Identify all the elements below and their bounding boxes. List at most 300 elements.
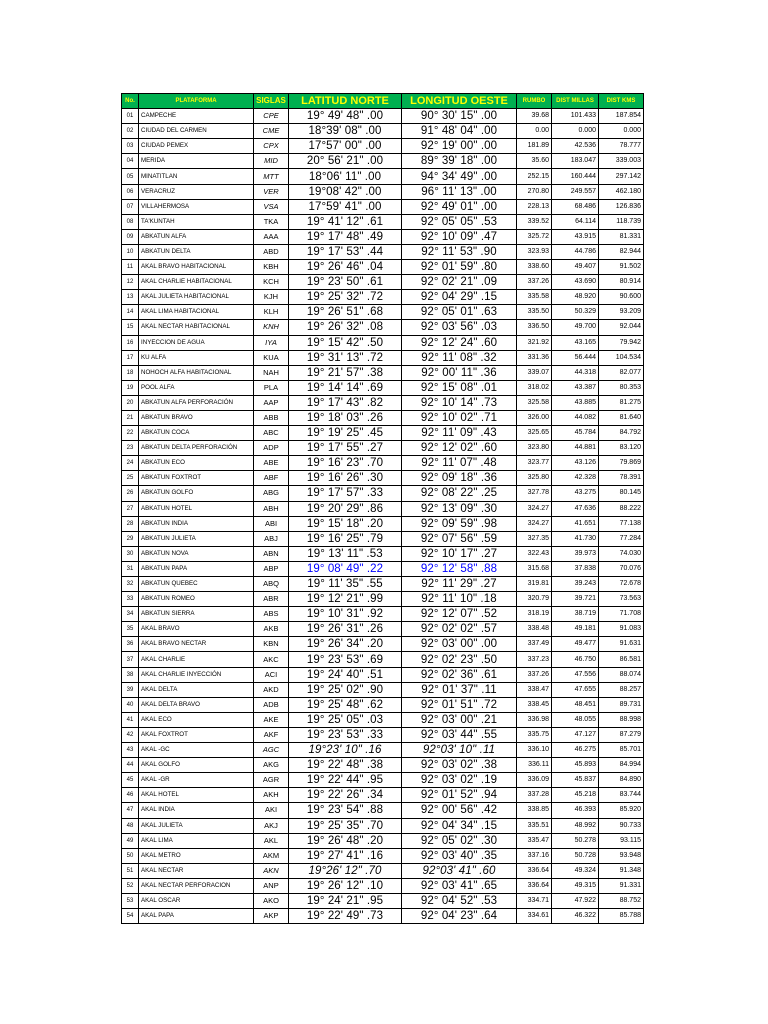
table-row xyxy=(122,712,644,727)
table-row xyxy=(122,878,644,893)
distance-miles: 64.114 xyxy=(552,214,599,229)
platform-name: AKAL -GR xyxy=(139,773,254,788)
latitude: 19° 16' 23" .70 xyxy=(289,456,402,471)
bearing: 322.43 xyxy=(517,546,552,561)
distance-km: 93.209 xyxy=(599,305,644,320)
distance-km: 73.563 xyxy=(599,592,644,607)
longitude: 92° 03' 00" .00 xyxy=(402,637,517,652)
distance-miles: 68.486 xyxy=(552,199,599,214)
longitude: 92° 12' 02" .60 xyxy=(402,441,517,456)
platform-code: AGR xyxy=(254,773,289,788)
longitude: 92° 11' 08" .32 xyxy=(402,350,517,365)
table-row xyxy=(122,395,644,410)
longitude: 94° 34' 49" .00 xyxy=(402,169,517,184)
platform-name: AKAL CHARLIE xyxy=(139,652,254,667)
platform-code: ABB xyxy=(254,410,289,425)
platform-code: AGC xyxy=(254,743,289,758)
platform-name: TA'KUNTAH xyxy=(139,214,254,229)
table-row xyxy=(122,803,644,818)
distance-miles: 41.730 xyxy=(552,531,599,546)
row-number: 12 xyxy=(122,275,139,290)
bearing: 338.47 xyxy=(517,682,552,697)
row-number: 28 xyxy=(122,516,139,531)
table-row xyxy=(122,471,644,486)
platform-code: IYA xyxy=(254,335,289,350)
col-header-latitud: LATITUD NORTE xyxy=(289,94,402,109)
table-row xyxy=(122,456,644,471)
platform-name: VILLAHERMOSA xyxy=(139,199,254,214)
bearing: 334.61 xyxy=(517,909,552,924)
distance-miles: 49.407 xyxy=(552,260,599,275)
distance-km: 84.792 xyxy=(599,426,644,441)
row-number: 48 xyxy=(122,818,139,833)
platform-code: AKO xyxy=(254,893,289,908)
platform-name: AKAL NECTAR PERFORACION xyxy=(139,878,254,893)
distance-miles: 39.243 xyxy=(552,577,599,592)
bearing: 335.51 xyxy=(517,818,552,833)
table-row xyxy=(122,139,644,154)
longitude: 92° 04' 52" .53 xyxy=(402,893,517,908)
longitude: 92° 03' 00" .21 xyxy=(402,712,517,727)
distance-miles: 44.881 xyxy=(552,441,599,456)
longitude: 92° 03' 44" .55 xyxy=(402,727,517,742)
table-row xyxy=(122,305,644,320)
latitude: 19° 21' 57" .38 xyxy=(289,365,402,380)
bearing: 323.80 xyxy=(517,441,552,456)
table-row xyxy=(122,501,644,516)
platform-code: ABE xyxy=(254,456,289,471)
row-number: 20 xyxy=(122,395,139,410)
row-number: 44 xyxy=(122,758,139,773)
latitude: 19° 25' 32" .72 xyxy=(289,290,402,305)
col-header-dist-millas: DIST MILLAS xyxy=(552,94,599,109)
platform-code: MID xyxy=(254,154,289,169)
longitude: 92° 05' 05" .53 xyxy=(402,214,517,229)
bearing: 324.27 xyxy=(517,516,552,531)
table-row xyxy=(122,260,644,275)
row-number: 37 xyxy=(122,652,139,667)
longitude: 92° 10' 02" .71 xyxy=(402,410,517,425)
distance-miles: 45.837 xyxy=(552,773,599,788)
col-header-rumbo: RUMBO xyxy=(517,94,552,109)
platform-name: ABKATUN HOTEL xyxy=(139,501,254,516)
latitude: 19° 27' 41" .16 xyxy=(289,848,402,863)
longitude: 92° 11' 09" .43 xyxy=(402,426,517,441)
platform-name: POOL ALFA xyxy=(139,380,254,395)
bearing: 228.13 xyxy=(517,199,552,214)
distance-miles: 49.315 xyxy=(552,878,599,893)
table-row xyxy=(122,516,644,531)
row-number: 08 xyxy=(122,214,139,229)
distance-miles: 42.328 xyxy=(552,471,599,486)
latitude: 19° 23' 50" .61 xyxy=(289,275,402,290)
longitude: 92° 02' 36" .61 xyxy=(402,667,517,682)
longitude: 92° 05' 02" .30 xyxy=(402,833,517,848)
bearing: 334.71 xyxy=(517,893,552,908)
distance-km: 85.701 xyxy=(599,743,644,758)
bearing: 338.85 xyxy=(517,803,552,818)
distance-miles: 37.838 xyxy=(552,561,599,576)
bearing: 335.75 xyxy=(517,727,552,742)
bearing: 315.68 xyxy=(517,561,552,576)
longitude: 92° 01' 52" .94 xyxy=(402,788,517,803)
col-header-longitud: LONGITUD OESTE xyxy=(402,94,517,109)
distance-km: 91.331 xyxy=(599,878,644,893)
distance-km: 339.003 xyxy=(599,154,644,169)
platform-name: AKAL DELTA xyxy=(139,682,254,697)
row-number: 02 xyxy=(122,124,139,139)
longitude: 92° 09' 59" .98 xyxy=(402,516,517,531)
table-row xyxy=(122,607,644,622)
longitude: 92° 07' 56" .59 xyxy=(402,531,517,546)
distance-miles: 46.322 xyxy=(552,909,599,924)
latitude: 19° 26' 12" .10 xyxy=(289,878,402,893)
row-number: 34 xyxy=(122,607,139,622)
distance-km: 85.920 xyxy=(599,803,644,818)
distance-miles: 49.477 xyxy=(552,637,599,652)
distance-miles: 160.444 xyxy=(552,169,599,184)
platform-name: NOHOCH ALFA HABITACIONAL xyxy=(139,365,254,380)
bearing: 270.80 xyxy=(517,184,552,199)
platform-name: AKAL -GC xyxy=(139,743,254,758)
platform-code: AKJ xyxy=(254,818,289,833)
longitude: 92° 12' 58" .88 xyxy=(402,561,517,576)
bearing: 325.80 xyxy=(517,471,552,486)
platform-coordinates-table xyxy=(121,93,644,924)
row-number: 11 xyxy=(122,260,139,275)
distance-miles: 43.165 xyxy=(552,335,599,350)
latitude: 19° 25' 05" .03 xyxy=(289,712,402,727)
distance-miles: 39.973 xyxy=(552,546,599,561)
distance-km: 88.257 xyxy=(599,682,644,697)
bearing: 252.15 xyxy=(517,169,552,184)
platform-name: ABKATUN ALFA PERFORACIÓN xyxy=(139,395,254,410)
bearing: 336.64 xyxy=(517,863,552,878)
latitude: 19° 18' 03" .26 xyxy=(289,410,402,425)
distance-km: 79.942 xyxy=(599,335,644,350)
table-row xyxy=(122,154,644,169)
bearing: 327.78 xyxy=(517,486,552,501)
bearing: 337.23 xyxy=(517,652,552,667)
platform-code: KBH xyxy=(254,260,289,275)
row-number: 42 xyxy=(122,727,139,742)
longitude: 96° 11' 13" .00 xyxy=(402,184,517,199)
latitude: 18°39' 08" .00 xyxy=(289,124,402,139)
longitude: 89° 39' 18" .00 xyxy=(402,154,517,169)
table-row xyxy=(122,637,644,652)
longitude: 92° 10' 14" .73 xyxy=(402,395,517,410)
platform-code: KJH xyxy=(254,290,289,305)
bearing: 325.58 xyxy=(517,395,552,410)
platform-name: AKAL DELTA BRAVO xyxy=(139,697,254,712)
platform-code: KBN xyxy=(254,637,289,652)
table-row xyxy=(122,441,644,456)
table-row xyxy=(122,290,644,305)
distance-km: 83.744 xyxy=(599,788,644,803)
latitude: 19° 41' 12" .61 xyxy=(289,214,402,229)
platform-name: ABKATUN DELTA xyxy=(139,244,254,259)
platform-code: ABP xyxy=(254,561,289,576)
longitude: 92°03' 41" .60 xyxy=(402,863,517,878)
row-number: 17 xyxy=(122,350,139,365)
distance-miles: 249.557 xyxy=(552,184,599,199)
platform-name: AKAL CHARLIE INYECCIÓN xyxy=(139,667,254,682)
table-row xyxy=(122,818,644,833)
platform-name: AKAL BRAVO NECTAR xyxy=(139,637,254,652)
bearing: 337.26 xyxy=(517,275,552,290)
platform-code: ABS xyxy=(254,607,289,622)
latitude: 19° 26' 46" .04 xyxy=(289,260,402,275)
latitude: 17°59' 41" .00 xyxy=(289,199,402,214)
table-row xyxy=(122,863,644,878)
row-number: 24 xyxy=(122,456,139,471)
latitude: 19°08' 42" .00 xyxy=(289,184,402,199)
distance-miles: 50.728 xyxy=(552,848,599,863)
latitude: 19° 26' 34" .20 xyxy=(289,637,402,652)
latitude: 19° 24' 21" .95 xyxy=(289,893,402,908)
bearing: 335.58 xyxy=(517,290,552,305)
row-number: 39 xyxy=(122,682,139,697)
distance-miles: 44.082 xyxy=(552,410,599,425)
bearing: 323.93 xyxy=(517,244,552,259)
platform-code: KUA xyxy=(254,350,289,365)
distance-miles: 49.324 xyxy=(552,863,599,878)
bearing: 318.19 xyxy=(517,607,552,622)
distance-km: 91.502 xyxy=(599,260,644,275)
row-number: 09 xyxy=(122,229,139,244)
bearing: 337.16 xyxy=(517,848,552,863)
platform-code: ABG xyxy=(254,486,289,501)
distance-km: 93.115 xyxy=(599,833,644,848)
latitude: 19° 25' 48" .62 xyxy=(289,697,402,712)
platform-code: KNH xyxy=(254,320,289,335)
distance-miles: 43.885 xyxy=(552,395,599,410)
latitude: 19° 17' 53" .44 xyxy=(289,244,402,259)
table-row xyxy=(122,622,644,637)
bearing: 327.35 xyxy=(517,531,552,546)
row-number: 50 xyxy=(122,848,139,863)
distance-km: 91.083 xyxy=(599,622,644,637)
platform-name: ABKATUN SIERRA xyxy=(139,607,254,622)
bearing: 337.49 xyxy=(517,637,552,652)
bearing: 336.10 xyxy=(517,743,552,758)
platform-name: AKAL GOLFO xyxy=(139,758,254,773)
platform-code: ABR xyxy=(254,592,289,607)
col-header-siglas: SIGLAS xyxy=(254,94,289,109)
platform-code: AKF xyxy=(254,727,289,742)
platform-code: ABN xyxy=(254,546,289,561)
distance-miles: 44.786 xyxy=(552,244,599,259)
bearing: 181.89 xyxy=(517,139,552,154)
platform-name: AKAL CHARLIE HABITACIONAL xyxy=(139,275,254,290)
longitude: 92° 11' 10" .18 xyxy=(402,592,517,607)
longitude: 92° 11' 29" .27 xyxy=(402,577,517,592)
distance-km: 85.788 xyxy=(599,909,644,924)
table-row xyxy=(122,214,644,229)
distance-km: 297.142 xyxy=(599,169,644,184)
header-row xyxy=(122,94,644,109)
distance-miles: 43.387 xyxy=(552,380,599,395)
latitude: 19° 22' 44" .95 xyxy=(289,773,402,788)
distance-miles: 47.127 xyxy=(552,727,599,742)
platform-name: ABKATUN ALFA xyxy=(139,229,254,244)
distance-miles: 47.922 xyxy=(552,893,599,908)
distance-km: 84.994 xyxy=(599,758,644,773)
platform-code: VSA xyxy=(254,199,289,214)
table-row xyxy=(122,169,644,184)
distance-km: 84.890 xyxy=(599,773,644,788)
row-number: 40 xyxy=(122,697,139,712)
platform-name: AKAL JULIETA HABITACIONAL xyxy=(139,290,254,305)
longitude: 92° 11' 07" .48 xyxy=(402,456,517,471)
table-row xyxy=(122,788,644,803)
bearing: 338.45 xyxy=(517,697,552,712)
longitude: 92° 00' 11" .36 xyxy=(402,365,517,380)
distance-miles: 46.275 xyxy=(552,743,599,758)
row-number: 23 xyxy=(122,441,139,456)
latitude: 19° 11' 35" .55 xyxy=(289,577,402,592)
row-number: 04 xyxy=(122,154,139,169)
distance-miles: 43.915 xyxy=(552,229,599,244)
longitude: 92° 49' 01" .00 xyxy=(402,199,517,214)
row-number: 41 xyxy=(122,712,139,727)
platform-code: ADB xyxy=(254,697,289,712)
row-number: 22 xyxy=(122,426,139,441)
distance-km: 87.279 xyxy=(599,727,644,742)
distance-miles: 46.393 xyxy=(552,803,599,818)
platform-name: MINATITLAN xyxy=(139,169,254,184)
table-row xyxy=(122,561,644,576)
longitude: 92° 12' 07" .52 xyxy=(402,607,517,622)
bearing: 339.07 xyxy=(517,365,552,380)
distance-km: 118.739 xyxy=(599,214,644,229)
longitude: 92° 00' 56" .42 xyxy=(402,803,517,818)
row-number: 52 xyxy=(122,878,139,893)
table-row xyxy=(122,758,644,773)
distance-km: 78.391 xyxy=(599,471,644,486)
table-row xyxy=(122,682,644,697)
latitude: 19° 08' 49" .22 xyxy=(289,561,402,576)
distance-km: 78.777 xyxy=(599,139,644,154)
distance-miles: 50.329 xyxy=(552,305,599,320)
platform-name: CAMPECHE xyxy=(139,109,254,124)
distance-miles: 46.750 xyxy=(552,652,599,667)
longitude: 92° 03' 40" .35 xyxy=(402,848,517,863)
longitude: 92° 15' 08" .01 xyxy=(402,380,517,395)
distance-km: 74.030 xyxy=(599,546,644,561)
platform-code: KLH xyxy=(254,305,289,320)
platform-code: VER xyxy=(254,184,289,199)
distance-km: 79.869 xyxy=(599,456,644,471)
distance-miles: 0.000 xyxy=(552,124,599,139)
longitude: 92°03' 10" .11 xyxy=(402,743,517,758)
bearing: 337.28 xyxy=(517,788,552,803)
platform-code: ABD xyxy=(254,244,289,259)
table-row xyxy=(122,320,644,335)
latitude: 19° 14' 14" .69 xyxy=(289,380,402,395)
latitude: 19° 23' 54" .88 xyxy=(289,803,402,818)
bearing: 39.68 xyxy=(517,109,552,124)
longitude: 91° 48' 04" .00 xyxy=(402,124,517,139)
bearing: 320.79 xyxy=(517,592,552,607)
latitude: 19° 19' 25" .45 xyxy=(289,426,402,441)
platform-code: ABJ xyxy=(254,531,289,546)
row-number: 35 xyxy=(122,622,139,637)
table-row xyxy=(122,909,644,924)
distance-miles: 45.218 xyxy=(552,788,599,803)
row-number: 05 xyxy=(122,169,139,184)
row-number: 26 xyxy=(122,486,139,501)
distance-km: 80.353 xyxy=(599,380,644,395)
row-number: 06 xyxy=(122,184,139,199)
bearing: 336.50 xyxy=(517,320,552,335)
platform-code: AAA xyxy=(254,229,289,244)
row-number: 32 xyxy=(122,577,139,592)
table-row xyxy=(122,893,644,908)
latitude: 18°06' 11" .00 xyxy=(289,169,402,184)
row-number: 01 xyxy=(122,109,139,124)
row-number: 21 xyxy=(122,410,139,425)
platform-code: NAH xyxy=(254,365,289,380)
table-row xyxy=(122,199,644,214)
distance-miles: 48.920 xyxy=(552,290,599,305)
platform-code: ABF xyxy=(254,471,289,486)
latitude: 19° 26' 32" .08 xyxy=(289,320,402,335)
platform-code: AKH xyxy=(254,788,289,803)
longitude: 92° 04' 34" .15 xyxy=(402,818,517,833)
table-body xyxy=(122,109,644,924)
platform-code: AKL xyxy=(254,833,289,848)
distance-km: 70.076 xyxy=(599,561,644,576)
latitude: 19° 24' 40" .51 xyxy=(289,667,402,682)
table-row xyxy=(122,275,644,290)
platform-name: INYECCION DE AGUA xyxy=(139,335,254,350)
row-number: 30 xyxy=(122,546,139,561)
distance-miles: 47.636 xyxy=(552,501,599,516)
platform-name: AKAL NECTAR xyxy=(139,863,254,878)
longitude: 92° 08' 22" .25 xyxy=(402,486,517,501)
row-number: 53 xyxy=(122,893,139,908)
platform-code: TKA xyxy=(254,214,289,229)
platform-code: PLA xyxy=(254,380,289,395)
distance-km: 89.731 xyxy=(599,697,644,712)
latitude: 19° 17' 43" .82 xyxy=(289,395,402,410)
platform-name: AKAL FOXTROT xyxy=(139,727,254,742)
table-row xyxy=(122,546,644,561)
row-number: 18 xyxy=(122,365,139,380)
platform-code: AKI xyxy=(254,803,289,818)
longitude: 92° 10' 09" .47 xyxy=(402,229,517,244)
distance-miles: 43.126 xyxy=(552,456,599,471)
distance-km: 86.581 xyxy=(599,652,644,667)
table-row xyxy=(122,244,644,259)
longitude: 92° 02' 21" .09 xyxy=(402,275,517,290)
bearing: 325.72 xyxy=(517,229,552,244)
longitude: 92° 03' 56" .03 xyxy=(402,320,517,335)
latitude: 19° 15' 18" .20 xyxy=(289,516,402,531)
bearing: 336.64 xyxy=(517,878,552,893)
platform-name: ABKATUN INDIA xyxy=(139,516,254,531)
latitude: 19° 25' 35" .70 xyxy=(289,818,402,833)
distance-miles: 49.700 xyxy=(552,320,599,335)
row-number: 36 xyxy=(122,637,139,652)
bearing: 319.81 xyxy=(517,577,552,592)
bearing: 326.00 xyxy=(517,410,552,425)
row-number: 10 xyxy=(122,244,139,259)
platform-name: AKAL NECTAR HABITACIONAL xyxy=(139,320,254,335)
platform-name: AKAL BRAVO xyxy=(139,622,254,637)
distance-km: 462.180 xyxy=(599,184,644,199)
